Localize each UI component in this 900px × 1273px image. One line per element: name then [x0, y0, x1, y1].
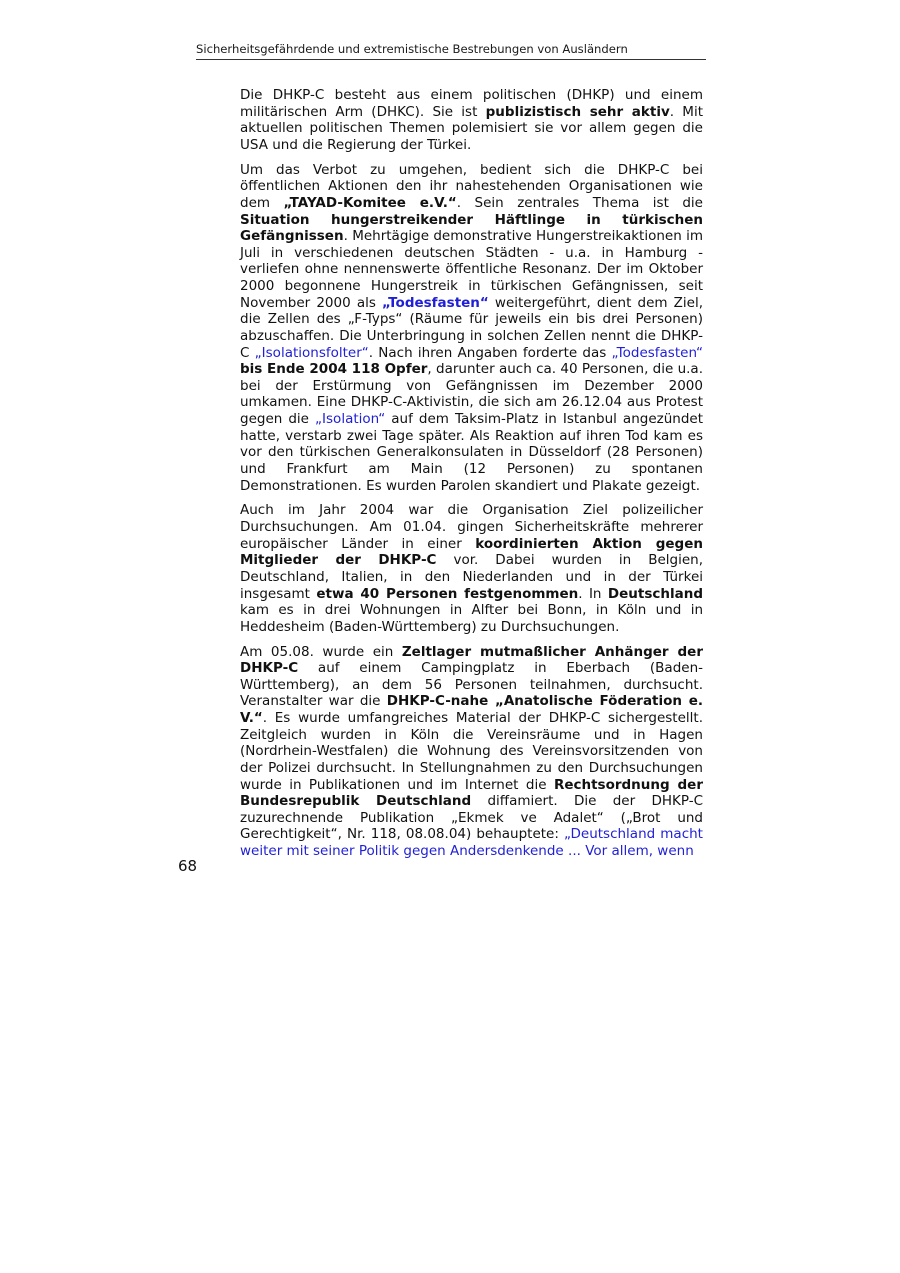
- text-run: , darunter auch ca. 40 Personen, die u.a. bei der Erstürmung von Gefängnissen im Dezember 2000 umkamen. Eine DHKP-C-Aktivistin, die sich am 26.12.04 aus Protest gegen die: [240, 361, 703, 428]
- bold-phrase: „TAYAD-Komitee e.V.“: [283, 194, 457, 211]
- text-run: . Mit aktuellen politischen Themen polemisiert sie vor allem gegen die USA und die Regierung der Türkei.: [240, 103, 703, 153]
- page-number: 68: [178, 857, 198, 875]
- paragraph: [240, 644, 703, 860]
- quoted-term: „Isolationsfolter“: [254, 344, 369, 361]
- bold-phrase: koordinierten Aktion gegen Mitglieder der DHKP-C: [240, 535, 703, 569]
- text-run: . Nach ihren Angaben forderte das: [368, 344, 612, 361]
- body-text: [240, 87, 703, 868]
- text-run: weitergeführt, dient dem Ziel, die Zellen des „F-Typs“ (Räume für jeweils ein bis drei Personen) abzuschaffen. Die Unterbringung in solchen Zellen nennt die DHKP-C: [240, 294, 703, 361]
- bold-phrase: „Todesfasten“: [382, 294, 489, 311]
- bold-phrase: bis Ende 2004 118 Opfer: [240, 361, 428, 378]
- bold-phrase: DHKP-C-nahe „Anatolische Föderation e. V.“: [240, 693, 703, 727]
- bold-phrase: etwa 40 Personen festgenommen: [316, 585, 579, 602]
- text-run: auf einem Campingplatz in Eberbach (Baden-Württemberg), an dem 56 Personen teilnahmen, durchsucht. Veranstalter war die: [240, 660, 703, 710]
- bold-phrase: Situation hungerstreikender Häftlinge in türkischen Gefängnissen: [240, 211, 703, 245]
- bold-phrase: Deutschland: [607, 585, 703, 602]
- text-run: . Mehrtägige demonstrative Hungerstreikaktionen im Juli in verschiedenen deutschen Städten - u.a. in Hamburg - verliefen ohne nennenswerte öffentliche Resonanz. Der im Oktober 2000 begonnene Hungerstreik in türkischen Gefängnissen, seit November 2000 als: [240, 228, 703, 311]
- text-run: Am 05.08. wurde ein: [240, 643, 402, 660]
- running-header: [196, 40, 706, 60]
- text-run: kam es in drei Wohnungen in Alfter bei Bonn, in Köln und in Heddesheim (Baden-Württemberg) zu Durchsuchungen.: [240, 602, 703, 635]
- quoted-term: „Todesfasten“: [611, 344, 704, 361]
- text-run: Auch im Jahr 2004 war die Organisation Ziel polizeilicher Durchsuchungen. Am 01.04. gingen Sicherheitskräfte mehrerer europäischer Länder in einer: [240, 502, 703, 552]
- text-run: . Sein zentrales Thema ist die: [456, 194, 703, 211]
- bold-phrase: publizistisch sehr aktiv: [485, 103, 670, 120]
- text-run: Die DHKP-C besteht aus einem politischen (DHKP) und einem militärischen Arm (DHKC). Sie ist: [240, 87, 703, 120]
- bold-phrase: Zeltlager mutmaßlicher Anhänger der DHKP-C: [240, 643, 703, 677]
- quoted-term: „Deutschland macht weiter mit seiner Politik gegen Andersdenkende ... Vor allem, wenn: [240, 826, 703, 860]
- paragraph: [240, 87, 703, 154]
- text-run: . Es wurde umfangreiches Material der DHKP-C sichergestellt. Zeitgleich wurden in Köln die Vereinsräume und in Hagen (Nordrhein-Westfalen) die Wohnung des Vereinsvorsitzenden von der Polizei durchsucht. In Stellungnahmen zu den Durchsuchungen wurde in Publikationen und im Internet die: [240, 710, 703, 793]
- text-run: auf dem Taksim-Platz in Istanbul angezündet hatte, verstarb zwei Tage später. Als Reaktion auf ihren Tod kam es vor den türkischen Generalkonsulaten in Düsseldorf (28 Personen) und Frankfurt am Main (12 Personen) zu spontanen Demonstrationen. Es wurden Parolen skandiert und Plakate gezeigt.: [240, 411, 703, 494]
- text-run: Um das Verbot zu umgehen, bedient sich die DHKP-C bei öffentlichen Aktionen den ihr nahestehenden Organisationen wie dem: [240, 161, 703, 211]
- bold-phrase: Rechtsordnung der Bundesrepublik Deutschland: [240, 776, 703, 810]
- paragraph: [240, 162, 703, 495]
- text-run: vor. Dabei wurden in Belgien, Deutschland, Italien, in den Niederlanden und in der Türkei insgesamt: [240, 552, 704, 602]
- text-run: . In: [578, 585, 608, 602]
- text-run: diffamiert. Die der DHKP-C zuzurechnende Publikation „Ekmek ve Adalet“ („Brot und Gerechtigkeit“, Nr. 118, 08.08.04) behauptete:: [240, 793, 704, 843]
- paragraph: [240, 502, 703, 635]
- running-header-title: Sicherheitsgefährdende und extremistische Bestrebungen von Ausländern: [196, 42, 628, 56]
- quoted-term: „Isolation“: [315, 411, 386, 428]
